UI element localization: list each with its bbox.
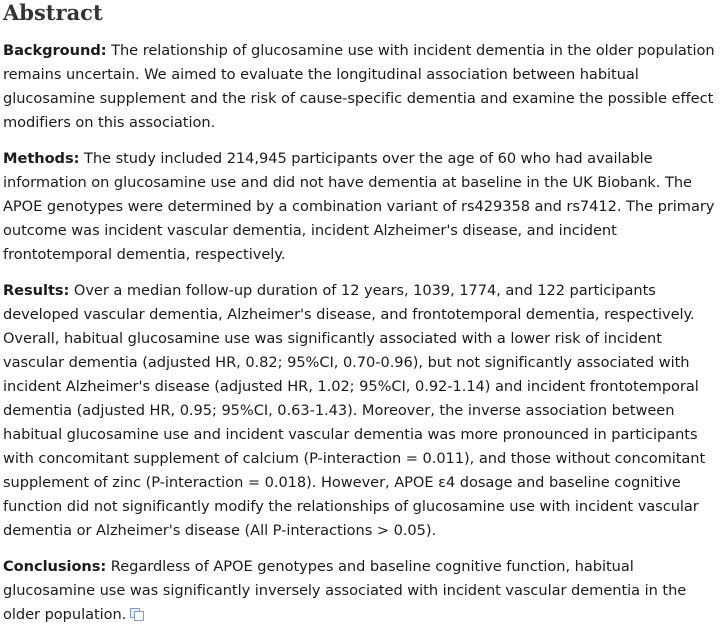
conclusions-label: Conclusions: (3, 558, 107, 575)
results-label: Results: (3, 282, 70, 299)
section-results (3, 279, 725, 543)
section-methods (3, 147, 725, 267)
section-conclusions (3, 555, 725, 627)
section-background (3, 39, 725, 135)
background-label: Background: (3, 42, 107, 59)
background-text: The relationship of glucosamine use with incident dementia in the older population remains uncertain. We aimed to evaluate the longitudinal association between habitual glucosamine supplement and the risk of cause-specific dementia and examine the possible effect modifiers on this association. (3, 42, 715, 131)
methods-label: Methods: (3, 150, 80, 167)
conclusions-text: Regardless of APOE genotypes and baseline cognitive function, habitual glucosamine use was significantly inversely associated with incident vascular dementia in the older population. (3, 558, 687, 623)
translate-icon[interactable] (130, 608, 143, 620)
methods-text: The study included 214,945 participants over the age of 60 who had available information on glucosamine use and did not have dementia at baseline in the UK Biobank. The APOE genotypes were determined by a combination variant of rs429358 and rs7412. The primary outcome was incident vascular dementia, incident Alzheimer's disease, and incident frontotemporal dementia, respectively. (3, 150, 715, 263)
abstract-heading: Abstract (3, 0, 103, 25)
results-text: Over a median follow-up duration of 12 years, 1039, 1774, and 122 participants developed vascular dementia, Alzheimer's disease, and frontotemporal dementia, respectively. Overall, habitual glucosamine use was significantly associated with a lower risk of incident vascular dementia (adjusted HR, 0.82; 95%CI, 0.70-0.96), but not significantly associated with incident Alzheimer's disease (adjusted HR, 1.02; 95%CI, 0.92-1.14) and incident frontotemporal dementia (adjusted HR, 0.95; 95%CI, 0.63-1.43). Moreover, the inverse association between habitual glucosamine use and incident vascular dementia was more pronounced in participants with concomitant supplement of calcium (P-interaction = 0.011), and those without concomitant supplement of zinc (P-interaction = 0.018). However, APOE ε4 dosage and baseline cognitive function did not significantly modify the relationships of glucosamine use with incident vascular dementia or Alzheimer's disease (All P-interactions > 0.05). (3, 282, 706, 539)
abstract-container (3, 0, 725, 627)
